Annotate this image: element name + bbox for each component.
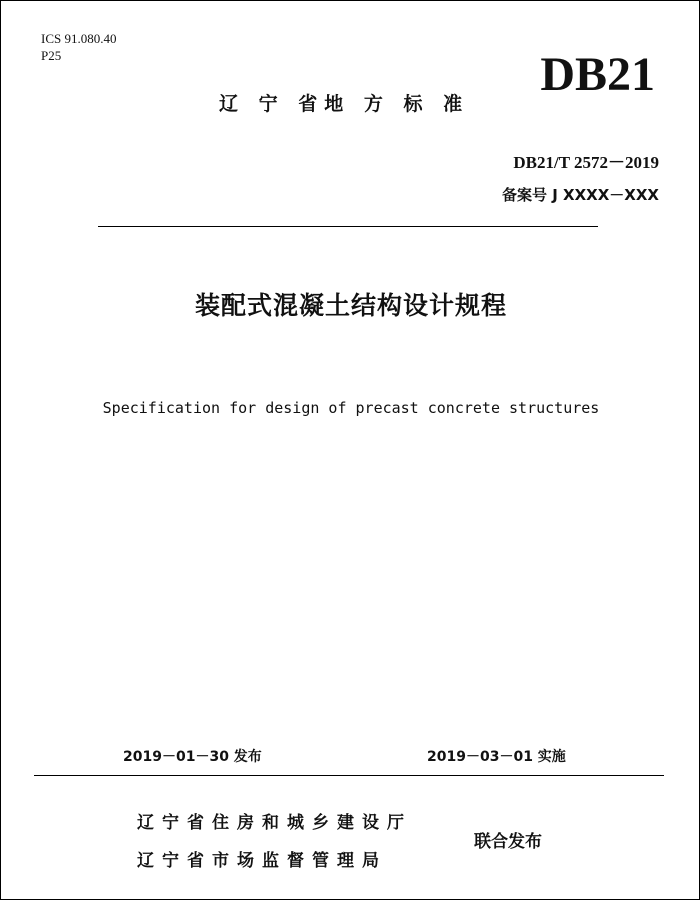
issuer-housing-department: 辽宁省住房和城乡建设厅 — [137, 813, 412, 833]
standard-number: DB21/T 2572－2019 — [513, 153, 659, 172]
standard-type-heading: 辽 宁 省地 方 标 准 — [219, 93, 470, 115]
standard-brand-code: DB21 — [540, 48, 655, 101]
category-code: P25 — [41, 48, 62, 63]
implementation-date: 2019－03－01 实施 — [427, 749, 566, 765]
document-title-english: Specification for design of precast concrete structures — [102, 399, 600, 417]
record-number: 备案号 J XXXX－XXX — [502, 186, 659, 204]
bottom-divider — [34, 775, 664, 776]
joint-release-label: 联合发布 — [474, 832, 542, 852]
issue-date: 2019－01－30 发布 — [123, 749, 262, 765]
issuer-market-regulation: 辽宁省市场监督管理局 — [137, 851, 387, 871]
document-title-chinese: 装配式混凝土结构设计规程 — [194, 291, 507, 320]
top-divider — [98, 226, 598, 227]
ics-code: ICS 91.080.40 — [41, 31, 117, 46]
